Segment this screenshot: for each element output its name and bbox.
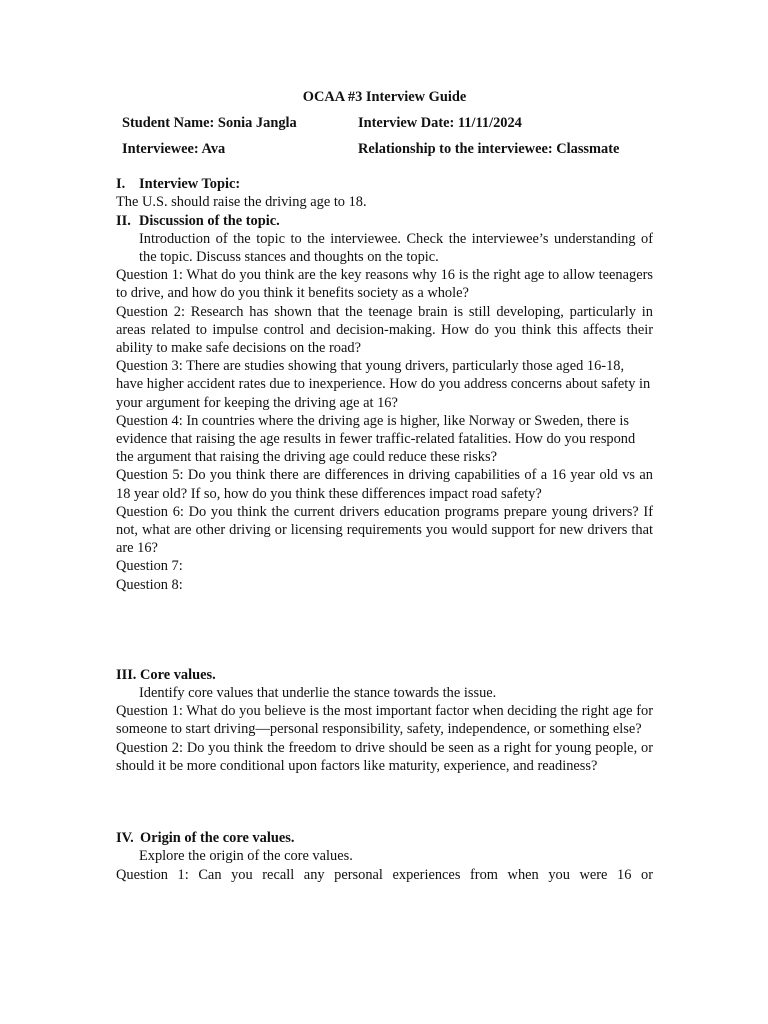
- question-text: Question 6: Do you think the current drivers education programs prepare young drivers? If not, what are other driving or licensing requirements you would support for new drivers that are 16?: [116, 503, 653, 557]
- section-2-heading: [116, 212, 653, 230]
- section-4-number: IV.: [116, 830, 134, 847]
- section-3-heading: [116, 666, 653, 684]
- question-text: Question 4: In countries where the driving age is higher, like Norway or Sweden, there is evidence that raising the age results in fewer traffic-related fatalities. How do you respond the argument that raising the driving age could reduce these risks?: [116, 412, 636, 466]
- question-text: Question 3: There are studies showing that young drivers, particularly those aged 16-18, have higher accident rates due to inexperience. How do you address concerns about safety in your argument for keeping the driving age at 16?: [116, 358, 651, 411]
- question-text: Question 5: Do you think there are differences in driving capabilities of a 16 year old vs an 18 year old? If so, how do you think these differences impact road safety?: [116, 467, 653, 502]
- section-1-title: Interview Topic:: [139, 176, 241, 193]
- blank-space: [116, 775, 653, 829]
- question-text: Question 8:: [116, 576, 183, 593]
- interview-date: Interview Date: 11/11/2024: [358, 115, 522, 132]
- question-text: Question 1: Can you recall any personal experiences from when you were 16 or: [116, 866, 653, 883]
- section-1-text: The U.S. should raise the driving age to 18.: [116, 194, 367, 211]
- meta-row-student: [122, 114, 653, 132]
- question-text: Question 2: Research has shown that the teenage brain is still developing, particularly in areas related to impulse control and decision-making. How do you think this affects their ability to make safe decisions on the road?: [116, 303, 653, 357]
- section-4-heading: [116, 829, 653, 847]
- section-1-heading: [116, 175, 653, 193]
- document-page: [116, 88, 653, 884]
- section-2-title: Discussion of the topic.: [139, 212, 280, 229]
- interviewee: Interviewee: Ava: [122, 141, 226, 158]
- section-3-intro: Identify core values that underlie the stance towards the issue.: [139, 685, 497, 702]
- section-2-number: II.: [116, 212, 131, 229]
- student-name: Student Name: Sonia Jangla: [122, 115, 297, 132]
- meta-row-interviewee: [122, 140, 653, 158]
- question-text: Question 1: What do you think are the key reasons why 16 is the right age to allow teenagers to drive, and how do you think it benefits society as a whole?: [116, 267, 653, 302]
- document-title: OCAA #3 Interview Guide: [302, 89, 467, 105]
- section-3-number: III.: [116, 666, 137, 683]
- section-3-title: Core values.: [140, 666, 216, 683]
- section-4-intro: Explore the origin of the core values.: [139, 848, 353, 865]
- section-4-title: Origin of the core values.: [140, 830, 295, 847]
- question-text: Question 7:: [116, 558, 183, 575]
- section-1-number: I.: [116, 176, 126, 193]
- question-text: Question 2: Do you think the freedom to drive should be seen as a right for young people, or should it be more conditional upon factors like maturity, experience, and readiness?: [116, 739, 653, 774]
- question-text: Question 1: What do you believe is the most important factor when deciding the right age for someone to start driving—personal responsibility, safety, independence, or something else?: [116, 703, 653, 738]
- blank-space: [116, 594, 653, 666]
- section-2-intro: Introduction of the topic to the interviewee. Check the interviewee’s understanding of the topic. Discuss stances and thoughts on the topic.: [139, 230, 653, 266]
- relationship: Relationship to the interviewee: Classmate: [358, 141, 620, 158]
